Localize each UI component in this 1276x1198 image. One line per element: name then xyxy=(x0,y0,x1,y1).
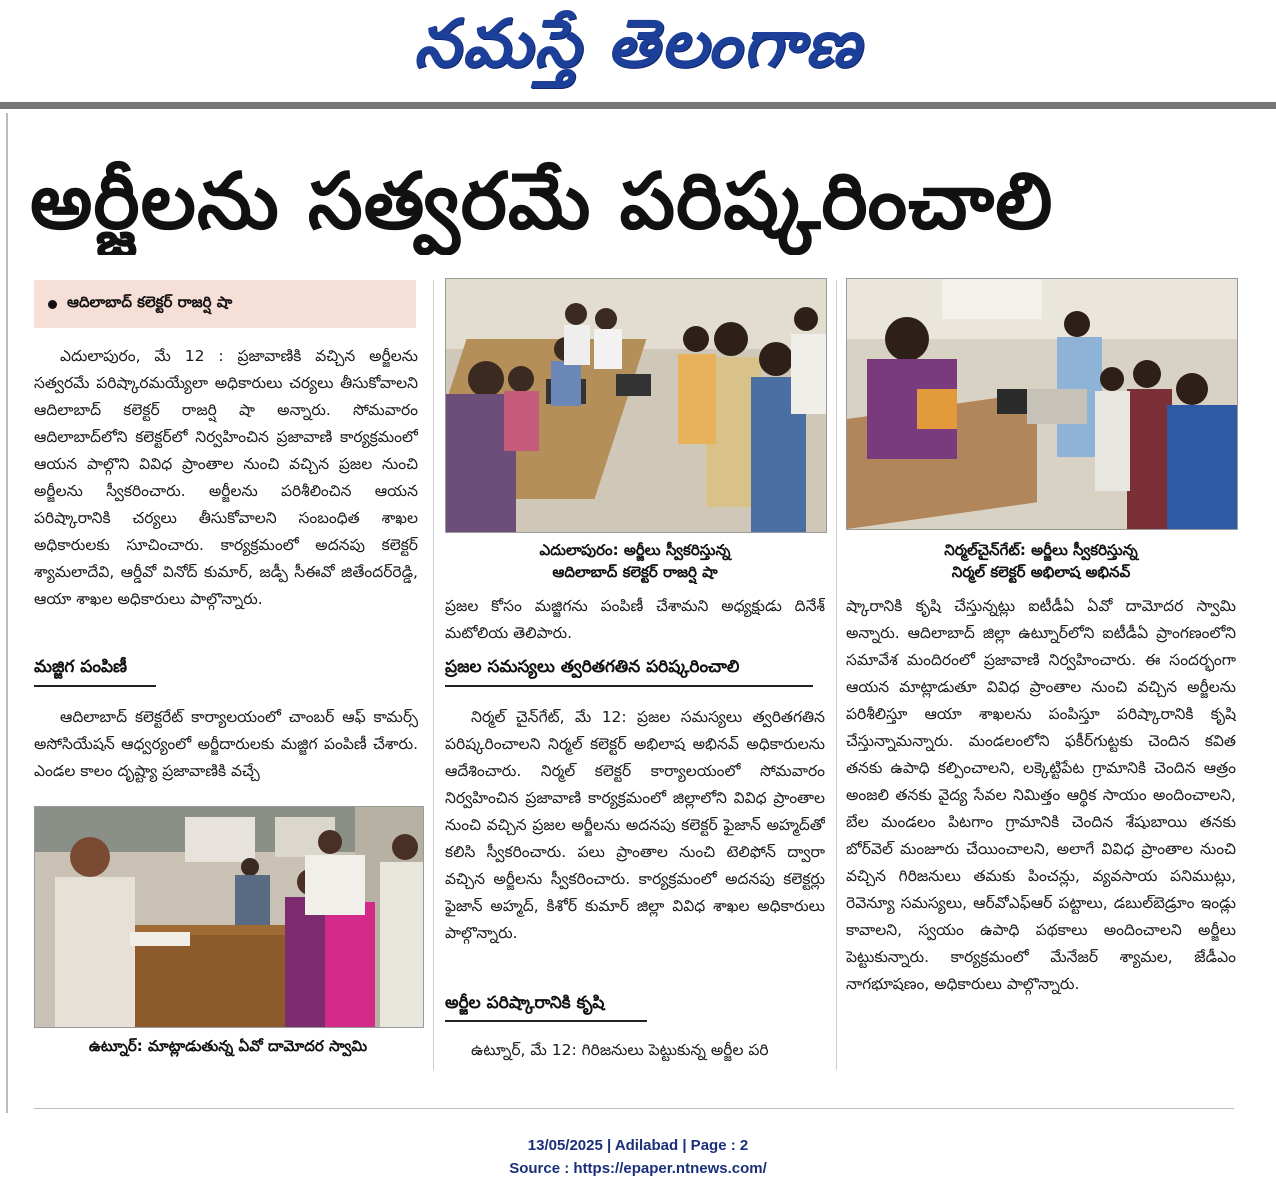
photo-utnoor xyxy=(34,806,424,1028)
col2-paragraph-3 xyxy=(445,1037,825,1067)
column-divider-1 xyxy=(433,280,434,1070)
col2-subheading-1-underline xyxy=(445,685,813,687)
col1-paragraph-2 xyxy=(34,704,418,789)
photo-edulapuram xyxy=(445,278,827,533)
col1-text-1: ఎదులాపురం, మే 12 : ప్రజావాణికి వచ్చిన అర్జీలను సత్వరమే పరిష్కారమయ్యేలా అధికారులు చర్యలు తీసుకోవాలని ఆదిలాబాద్ కలెక్టర్ రాజర్షి షా అన్నారు. సోమవారం ఆదిలాబాద్‌లోని కలెక్టర్‌లో నిర్వహించిన ప్రజావాణి కార్యక్రమంలో ఆయన పాల్గొని వివిధ ప్రాంతాల నుంచి వచ్చిన ప్రజల నుంచి అర్జీలను స్వీకరించారు. అర్జీలను పరిశీలించిన ఆయన పరిష్కారానికి చర్యలు తీసుకోవాలని సంబంధిత శాఖల అధికారులకు సూచించారు. కార్యక్రమంలో అదనపు కలెక్టర్ శ్యామలాదేవి, ఆర్డీవో వినోద్ కుమార్, జడ్పీ సీఈవో జితేందర్‌రెడ్డి, ఆయా శాఖల అధికారులు పాల్గొన్నారు. xyxy=(34,347,418,608)
col3-text-1: ష్కారానికి కృషి చేస్తున్నట్లు ఐటీడీఏ ఏవో దామోదర స్వామి అన్నారు. ఆదిలాబాద్ జిల్లా ఉట్నూర్‌లోని ఐటీడీఏ ప్రాంగణంలోని సమావేశ మందిరంలో ప్రజావాణి నిర్వహించారు. ఈ సందర్భంగా ఆయన మాట్లాడుతూ వివిధ ప్రాంతాల నుంచి వచ్చిన అర్జీలను పరిశీలిస్తూ ఆయా శాఖలను పంపిస్తూ పరిష్కారానికి కృషి చేస్తున్నామన్నారు. మండలంలోని ఫకీర్‌గుట్టకు చెందిన కవిత తనకు ఉపాధి కల్పించాలని, లక్కెట్టిపేట గ్రామానికి చెందిన ఆత్రం అంజలి తనకు వైద్య సేవల నిమిత్తం ఆర్థిక సాయం అందించాలని, బేల మండలం పిటగాం గ్రామానికి చెందిన శేషుబాయి తనకు బోర్‌వెల్ మంజూరు చేయించాలని, అలాగే వివిధ ప్రాంతాల నుంచి వచ్చిన గిరిజనులు తమకు పించన్లు, వ్యవసాయ పనిముట్లు, రెవెన్యూ సమస్యలు, ఆర్‌వోఎఫ్‌ఆర్ పట్టాలు, డబుల్‌బెడ్రూం ఇండ్లు కావాలని, స్వయం ఉపాధి పథకాలు అందించాలని అర్జీలు పెట్టుకున్నారు. కార్యక్రమంలో మేనేజర్ శ్యామల, జేడీఎం నాగభూషణం, అధికారులు పాల్గొన్నారు. xyxy=(846,597,1236,993)
col2-paragraph-2 xyxy=(445,704,825,979)
byline xyxy=(34,280,416,328)
col2-subheading-2-underline xyxy=(445,1020,647,1022)
photo-utnoor-image xyxy=(35,807,423,1027)
col3-paragraph-1 xyxy=(846,593,1236,1071)
footer-rule xyxy=(34,1108,1234,1109)
col1-paragraph-1 xyxy=(34,343,418,643)
col2-text-3: ఉట్నూర్, మే 12: గిరిజనులు పెట్టుకున్న అర్జీల పరి xyxy=(471,1041,769,1059)
masthead-rule xyxy=(0,102,1276,109)
newspaper-logo: నమస్తే తెలంగాణ xyxy=(413,4,863,82)
byline-text: ఆదిలాబాద్ కలెక్టర్ రాజర్షి షా xyxy=(67,293,233,311)
col1-subheading-underline xyxy=(34,685,156,687)
bullet-icon xyxy=(48,300,57,309)
footer-source-link[interactable]: Source : https://epaper.ntnews.com/ xyxy=(509,1160,767,1177)
col2-subheading-1: ప్రజల సమస్యలు త్వరితగతిన పరిష్కరించాలి xyxy=(445,657,740,677)
col1-text-2: ఆదిలాబాద్ కలెక్టరేట్ కార్యాలయంలో చాంబర్ ఆఫ్ కామర్స్ అసోసియేషన్ ఆధ్వర్యంలో అర్జీదారులకు మజ్జిగ పంపిణీ చేశారు. ఎండల కాలం దృష్ట్యా ప్రజావాణికి వచ్చే xyxy=(34,708,418,780)
masthead xyxy=(0,0,1276,102)
photo-nirmal-image xyxy=(847,279,1237,529)
photo-utnoor-caption: ఉట్నూర్: మాట్లాడుతున్న ఏవో దామోదర స్వామి xyxy=(88,1037,368,1055)
photo-nirmal xyxy=(846,278,1238,530)
photo-nirmal-caption-1: నిర్మల్‌చైన్‌గేట్: అర్జీలు స్వీకరిస్తున్న xyxy=(944,541,1138,559)
photo-edulapuram-image xyxy=(446,279,826,532)
photo-edulapuram-caption-2: ఆదిలాబాద్ కలెక్టర్ రాజర్షి షా xyxy=(552,563,718,581)
footer-date-line: 13/05/2025 | Adilabad | Page : 2 xyxy=(527,1137,749,1154)
photo-nirmal-caption-2: నిర్మల్ కలెక్టర్ అభిలాష అభినవ్ xyxy=(951,563,1131,581)
col2-text-1: ప్రజల కోసం మజ్జిగను పంపిణీ చేశామని అధ్యక్షుడు దినేశ్ మటోలియ తెలిపారు. xyxy=(445,597,825,642)
photo-edulapuram-caption-1: ఎదులాపురం: అర్జీలు స్వీకరిస్తున్న xyxy=(539,541,731,559)
column-divider-2 xyxy=(836,280,837,1070)
col2-subheading-2: అర్జీల పరిష్కారానికి కృషి xyxy=(445,993,605,1013)
col2-text-2: నిర్మల్ చైన్‌గేట్, మే 12: ప్రజల సమస్యలు త్వరితగతిన పరిష్కరించాలని నిర్మల్ కలెక్టర్ అభిలాష అభినవ్ అధికారులను ఆదేశించారు. నిర్మల్ కలెక్టర్ కార్యాలయంలో సోమవారం నిర్వహించిన ప్రజావాణి కార్యక్రమంలో జిల్లాలోని వివిధ ప్రాంతాల నుంచి వచ్చిన ప్రజల అర్జీలను అదనపు కలెక్టర్ ఫైజాన్ అహ్మద్‌తో కలిసి స్వీకరించారు. పలు ప్రాంతాల నుంచి టెలిఫోన్ ద్వారా వచ్చిన అర్జీలను స్వీకరించారు. కార్యక్రమంలో అదనపు కలెక్టర్లు ఫైజాన్ అహ్మద్, కిశోర్ కుమార్ జిల్లా వివిధ శాఖల అధికారులు పాల్గొన్నారు. xyxy=(445,708,825,942)
col2-paragraph-1 xyxy=(445,593,825,649)
col1-subheading: మజ్జిగ పంపిణీ xyxy=(34,657,128,677)
headline: అర్జీలను సత్వరమే పరిష్కరించాలి xyxy=(30,157,1054,247)
